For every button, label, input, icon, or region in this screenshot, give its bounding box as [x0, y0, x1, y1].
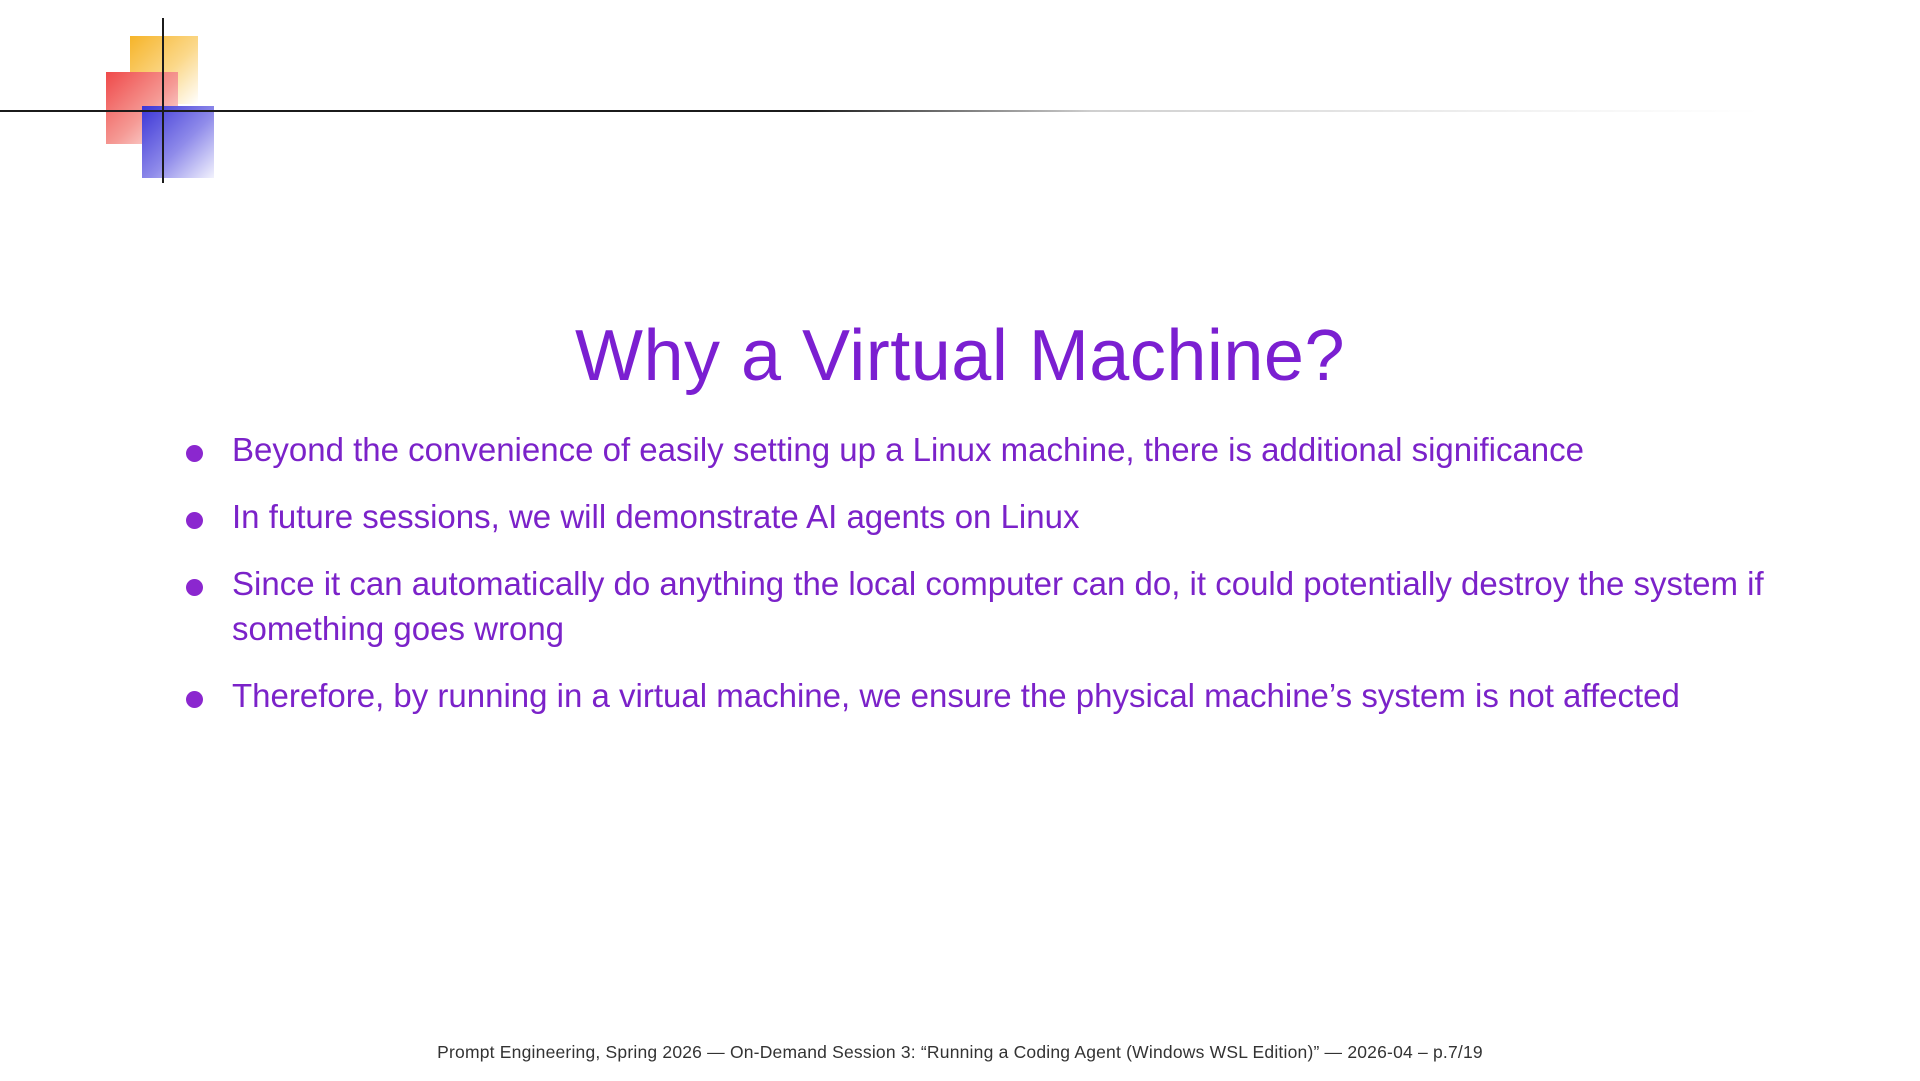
bullet-dot-icon	[186, 445, 203, 462]
list-item-text: In future sessions, we will demonstrate AI agents on Linux	[232, 498, 1080, 536]
slide-footer: Prompt Engineering, Spring 2026 — On-Demand Session 3: “Running a Coding Agent (Windows WSL Edition)” — 2026-04 – p.7/19	[437, 1042, 1483, 1062]
list-item	[186, 428, 1826, 472]
list-item	[186, 495, 1826, 539]
slide-logo-mark	[100, 18, 250, 183]
bullet-list	[186, 428, 1826, 741]
horizontal-rule	[0, 110, 1760, 112]
list-item-text: Therefore, by running in a virtual machine, we ensure the physical machine’s system is not affected	[232, 676, 1680, 714]
bullet-dot-icon	[186, 691, 203, 708]
list-item-text: Since it can automatically do anything the local computer can do, it could potentially destroy the system if something goes wrong	[232, 565, 1764, 647]
page-title: Why a Virtual Machine?	[574, 316, 1346, 396]
list-item	[186, 562, 1826, 650]
vertical-rule	[162, 18, 164, 183]
bullet-dot-icon	[186, 512, 203, 529]
list-item-text: Beyond the convenience of easily setting up a Linux machine, there is additional significance	[232, 431, 1585, 468]
blue-square-icon	[142, 106, 214, 178]
list-item	[186, 674, 1826, 718]
bullet-dot-icon	[186, 579, 203, 596]
